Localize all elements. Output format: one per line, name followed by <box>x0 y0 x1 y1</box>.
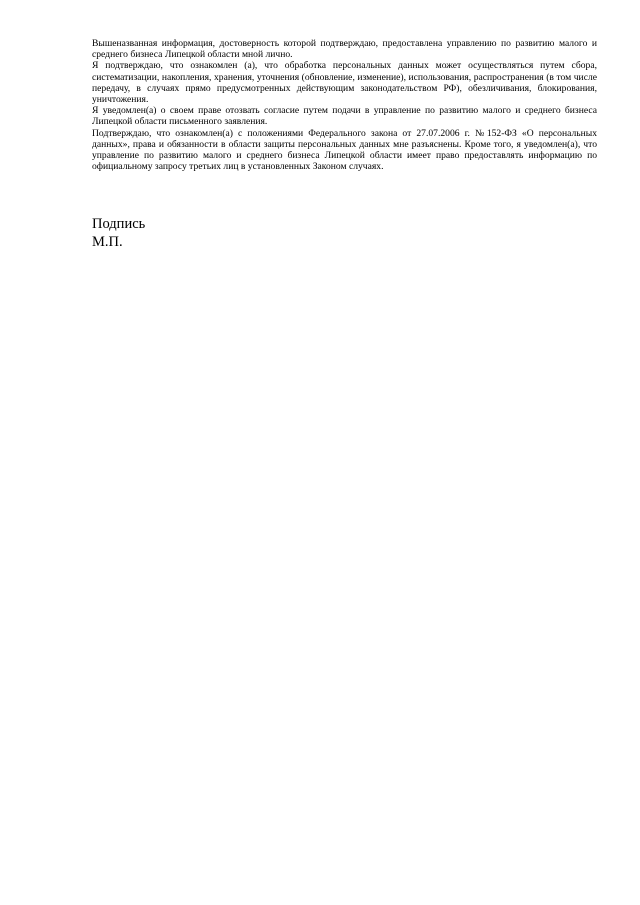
consent-text <box>92 38 597 172</box>
signature-label: Подпись <box>92 216 146 232</box>
paragraph-law-acknowledgement: Подтверждаю, что ознакомлен(а) с положениями Федерального закона от 27.07.2006 г. №152-ФЗ «О персональных данных», права и обязанности в области защиты персональных данных мне разъяснены. Кроме того, я уведомлен(а), что управление по развитию малого и среднего бизнеса Липецкой области имеет право предоставлять информацию по официальному запросу третьих лиц в установленных Законом случаях. <box>92 127 597 173</box>
signature-block <box>92 216 145 251</box>
paragraph-info-provided: Вышеназванная информация, достоверность которой подтверждаю, предоставлена управлению по развитию малого и среднего бизнеса Липецкой области мной лично. <box>92 38 597 61</box>
paragraph-processing-consent: Я подтверждаю, что ознакомлен (а), что обработка персональных данных может осуществляться путем сбора, систематизации, накопления, хранения, уточнения (обновление, изменение), использования, распространения (в том числе передачу, в случаях прямо предусмотренных действующим законодательством РФ), обезличивания, блокирования, уничтожения. <box>92 60 597 106</box>
stamp-label: М.П. <box>92 233 123 250</box>
paragraph-withdrawal-right: Я уведомлен(а) о своем праве отозвать согласие путем подачи в управление по развитию малого и среднего бизнеса Липецкой области письменного заявления. <box>92 105 597 128</box>
